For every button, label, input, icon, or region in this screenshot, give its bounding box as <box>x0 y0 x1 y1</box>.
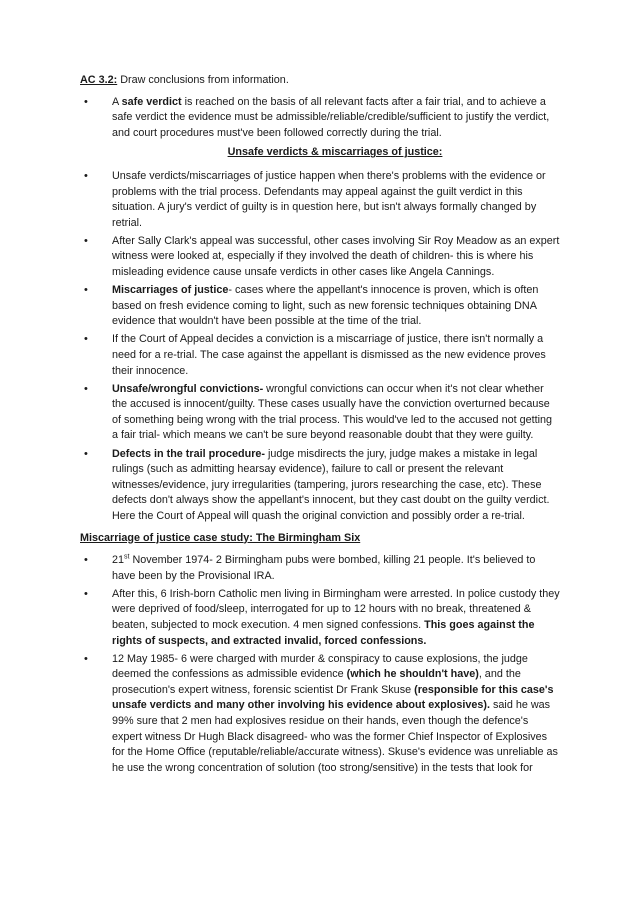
unsafe-bullet-2 <box>80 234 560 281</box>
intro-bullet-pre: A <box>112 95 122 108</box>
bullet-term: Miscarriages of justice <box>112 284 229 297</box>
bullet-text: Unsafe verdicts/miscarriages of justice happen when there's problems with the evidence or problems with the trial process. Defendants may appeal against the guilt verdict in this situation. A jury's verdict of guilty is in question here, but isn't always formally changed by retrial. <box>112 169 546 229</box>
unsafe-bullet-1 <box>80 169 560 231</box>
intro-list <box>80 95 560 142</box>
intro-bullet-text: is reached on the basis of all relevant facts after a fair trial, and to achieve a safe verdict the evidence must be admissible/reliable/credible/sufficient to justify the verdict, and court procedures must've been followed correctly during the trial. <box>112 95 550 139</box>
case-bullet-1 <box>80 553 560 584</box>
ac-label: AC 3.2: <box>80 74 118 86</box>
bullet-text: 12 May 1985- 6 were charged with murder & conspiracy to cause explosions, the judge deemed the confessions as admissible evidence <box>112 652 528 681</box>
safe-verdict-term: safe verdict <box>121 95 182 108</box>
bullet-text: said he was 99% sure that 2 men had explosives residue on their hands, even though the defence's expert witness Dr Hugh Black disagreed- who was the former Chief Inspector of Explosives for the Home Office (reputable/reliable/accurate witness). Skuse's evidence was unreliable as he use the wrong concentration of solution (too strong/sensitive) in the tests that look for <box>112 699 558 774</box>
bullet-text: wrongful convictions can occur when it's not clear whether the accused is innocent/guilty. These cases usually have the conviction overturned because of something being wrong with the trial process. This would've led to the accused not getting a fair trial- which means we can't be sure beyond reasonable doubt that they were guilty. <box>112 382 552 442</box>
assessment-criteria-line <box>80 73 560 89</box>
intro-bullet <box>80 95 560 142</box>
unsafe-list <box>80 169 560 525</box>
bullet-text: If the Court of Appeal decides a conviction is a miscarriage of justice, there isn't normally a need for a re-trial. The case against the appellant is dismissed as the new evidence proves their innocence. <box>112 333 546 377</box>
heading-case-study: Miscarriage of justice case study: The Birmingham Six <box>80 531 361 544</box>
bullet-text: November 1974- 2 Birmingham pubs were bombed, killing 21 people. It's believed to have been by the Provisional IRA. <box>112 554 536 582</box>
bullet-text: - cases where the appellant's innocence is proven, which is often based on fresh evidence coming to light, such as new forensic techniques obtaining DNA evidence that wouldn't have been possible at the time of the trial. <box>112 284 539 328</box>
unsafe-bullet-4 <box>80 332 560 379</box>
bullet-text: judge misdirects the jury, judge makes a mistake in legal rulings (such as admitting hearsay evidence), failure to call or present the relevant witnesses/evidence, jury irregularities (tampering, jurors researching the case, etc). These defects don't always show the appellant's innocent, but they cast doubt on the guilty verdict. Here the Court of Appeal will quash the original conviction and possibly order a re-trial. <box>112 447 550 522</box>
bullet-emphasis: (which he shouldn't have) <box>346 668 479 681</box>
bullet-emphasis: This goes against the rights of suspects, and extracted invalid, forced confessions. <box>112 619 535 647</box>
bullet-text: After this, 6 Irish-born Catholic men living in Birmingham were arrested. In police custody they were deprived of food/sleep, interrogated for up to 12 hours with no break, threatened & beaten, subjected to mock execution. 4 men signed confessions. <box>112 587 560 631</box>
date-suffix: st <box>124 553 130 561</box>
case-bullet-3 <box>80 652 560 777</box>
unsafe-bullet-5 <box>80 382 560 444</box>
unsafe-bullet-6 <box>80 447 560 525</box>
case-bullet-2 <box>80 587 560 649</box>
bullet-text: , and the prosecution's expert witness, forensic scientist Dr Frank Skuse <box>112 668 521 696</box>
date-day: 21 <box>112 554 125 567</box>
heading-unsafe-verdicts: Unsafe verdicts & miscarriages of justice: <box>227 146 443 159</box>
bullet-term: Unsafe/wrongful convictions- <box>112 382 264 395</box>
bullet-term: Defects in the trail procedure- <box>112 447 265 460</box>
bullet-text: After Sally Clark's appeal was successful, other cases involving Sir Roy Meadow as an expert witness were looked at, especially if they involved the death of children- this is where his misleading evidence cause unsafe verdicts in other cases like Angela Cannings. <box>112 234 560 279</box>
bullet-emphasis: (responsible for this case's unsafe verdicts and many other involving his evidence about explosives). <box>112 683 554 712</box>
ac-text: Draw conclusions from information. <box>117 74 289 86</box>
unsafe-bullet-3 <box>80 283 560 330</box>
case-list <box>80 553 560 776</box>
document-content <box>80 73 560 779</box>
